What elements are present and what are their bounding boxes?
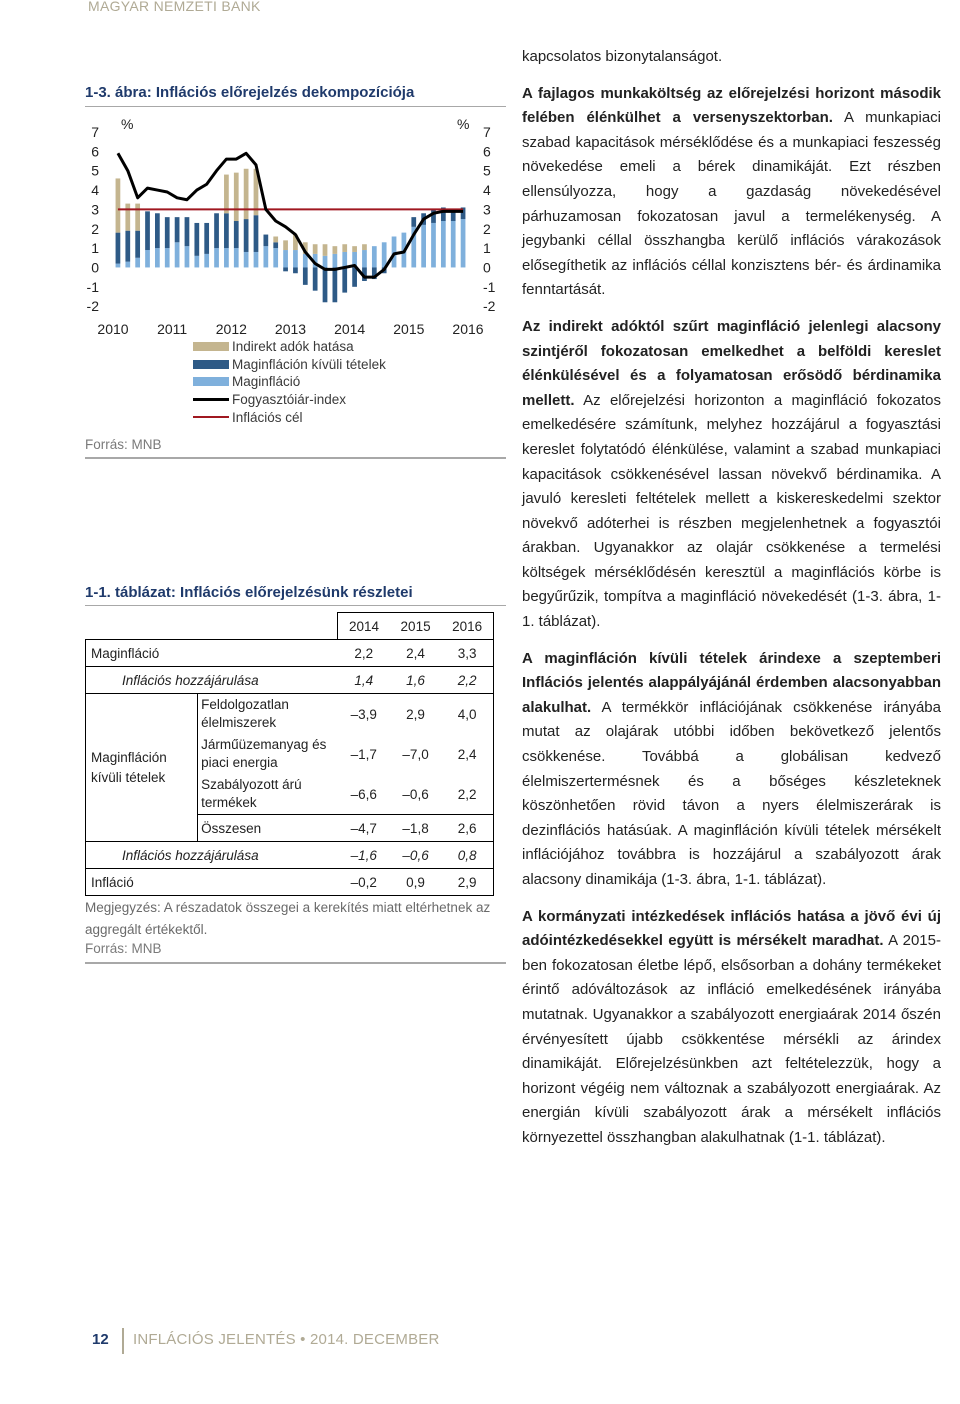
bar-segment	[155, 248, 160, 267]
bar-segment	[333, 254, 338, 268]
bar-segment	[116, 264, 121, 268]
bar-segment	[116, 178, 121, 232]
y-tick-label-left: 7	[91, 124, 99, 140]
bar-segment	[342, 244, 347, 252]
bar-segment	[194, 223, 199, 256]
bar-segment	[342, 252, 347, 267]
bar-segment	[342, 267, 347, 292]
group-label-noncore: Maginfláción kívüli tételek	[86, 694, 198, 842]
forecast-table	[85, 612, 494, 896]
table-note: Megjegyzés: A részadatok összegei a kerekítés miatt eltérhetnek az aggregált értékektől.	[85, 900, 491, 937]
bar-segment	[382, 242, 387, 267]
x-tick-label: 2014	[334, 321, 366, 337]
figure-bottom-rule	[85, 457, 506, 459]
bar-segment	[352, 267, 357, 286]
x-tick-label: 2016	[452, 321, 484, 337]
table-title: 1-1. táblázat: Inflációs előrejelzésünk részletei	[85, 584, 413, 601]
bar-segment	[214, 213, 219, 248]
x-tick-label: 2010	[97, 321, 129, 337]
bar-segment	[273, 242, 278, 248]
y-tick-label-right: 0	[483, 259, 491, 276]
bar-segment	[125, 262, 130, 268]
bar-segment	[135, 231, 140, 258]
table-row-core-contrib: Inflációs hozzájárulása 1,4 1,6 2,2	[86, 667, 494, 694]
bar-segment	[313, 267, 318, 290]
table-header-row	[86, 613, 494, 640]
cpi-line	[118, 153, 463, 277]
paragraph: A kormányzati intézkedések inflációs hatása a jövő évi új adóintézkedésekkel együtt is mérsékelt maradhat. A 2015-ben fokozatosan életbe lépő, elsősorban a dohány termékeket érintő adóváltozások az infláció emelkedésének irányába mutatnak. Ugyanakkor a szabályozott energiaárak 2014 őszén érvényesített újabb csökkentése mérsékli az árindex dinamikáját. Előrejelzésünkben azt feltételezzük, hogy a horizont végéig nem változnak a szabályozott energiaárak. Az energián kívüli szabályozott árak a mérsékelt inflációs környezettel összhangban alakulhatnak (1-1. táblázat).	[522, 907, 941, 1146]
legend-line	[193, 416, 229, 418]
bar-segment	[244, 169, 249, 219]
bar-segment	[273, 236, 278, 242]
bar-segment	[185, 246, 190, 267]
x-tick-label: 2015	[393, 321, 425, 337]
row-label: Szabályozott árú termékek	[198, 774, 338, 815]
y-unit-left: %	[121, 116, 134, 132]
table-bottom-rule	[85, 962, 506, 964]
y-tick-label-right: 7	[483, 124, 491, 140]
figure-title: 1-3. ábra: Inflációs előrejelzés dekompozíciója	[85, 84, 415, 101]
row-label: Feldolgozatlan élelmiszerek	[198, 694, 338, 735]
y-tick-label-left: 1	[91, 240, 99, 257]
bar-segment	[362, 250, 367, 267]
table-row-food: Maginfláción kívüli tételek Feldolgozatlan élelmiszerek –3,9 2,9 4,0	[86, 694, 494, 735]
footer-divider	[122, 1328, 124, 1354]
y-unit-right: %	[457, 116, 470, 132]
y-tick-label-right: 1	[483, 240, 491, 257]
row-label: Inflációs hozzájárulása	[86, 842, 338, 869]
year-header: 2015	[390, 613, 442, 640]
year-header: 2016	[441, 613, 493, 640]
row-label: Inflációs hozzájárulása	[86, 667, 338, 694]
bar-segment	[234, 173, 239, 221]
footer-title: INFLÁCIÓS JELENTÉS • 2014. DECEMBER	[133, 1331, 440, 1348]
bar-segment	[303, 267, 308, 284]
bar-segment	[283, 250, 288, 267]
row-label: Összesen	[198, 815, 338, 842]
table-row-noncore-contrib: Inflációs hozzájárulása –1,6 –0,6 0,8	[86, 842, 494, 869]
page-number: 12	[92, 1331, 109, 1348]
y-tick-label-right: 3	[483, 201, 491, 218]
x-tick-label: 2012	[215, 321, 247, 337]
bar-segment	[254, 252, 259, 267]
bar-segment	[451, 221, 456, 267]
bar-segment	[323, 256, 328, 268]
x-tick-label: 2011	[157, 321, 188, 337]
bar-segment	[441, 221, 446, 267]
bar-segment	[244, 219, 249, 252]
bar-segment	[125, 204, 130, 231]
bar-segment	[204, 254, 209, 268]
bar-segment	[175, 242, 180, 267]
bar-segment	[145, 211, 150, 250]
legend-swatch	[193, 360, 229, 369]
legend-swatch	[193, 377, 229, 386]
legend-item-noncore: Maginfláción kívüli tételek	[193, 356, 386, 374]
bar-segment	[194, 256, 199, 268]
bar-segment	[135, 258, 140, 268]
bar-segment	[352, 246, 357, 252]
y-tick-label-left: 6	[91, 143, 99, 160]
row-label: Járműüzemanyag és piaci energia	[198, 734, 338, 774]
bar-segment	[175, 217, 180, 242]
y-tick-label-left: 3	[91, 201, 99, 218]
bar-segment	[283, 267, 288, 271]
bar-segment	[224, 213, 229, 248]
table-source: Forrás: MNB	[85, 941, 162, 956]
bar-segment	[224, 248, 229, 267]
bar-segment	[333, 246, 338, 254]
row-label: Infláció	[86, 869, 338, 896]
x-tick-label: 2013	[274, 321, 307, 337]
bank-header: MAGYAR NEMZETI BANK	[88, 0, 261, 14]
bar-segment	[293, 267, 298, 273]
paragraph: A fajlagos munkaköltség az előrejelzési horizont második felében élénkülhet a versenyszektorban. A munkapiaci szabad kapacitások mérséklődése és a munkapiaci feszesség növekedése emeli a bérek dinamikáját. Ezt részben ellensúlyozza, hogy a gazdaság növekedésével párhuzamosan fokozatosan javul a termelékenység. A jegybanki céllal összhangba kerülő inflációs várakozások elősegíthetik az inflációs céllal konzisztens bér- és árdinamika fenntartását.	[522, 84, 941, 299]
y-tick-label-right: 6	[483, 143, 491, 160]
bar-segment	[165, 248, 170, 267]
y-tick-label-left: 0	[91, 259, 99, 276]
bar-segment	[234, 248, 239, 267]
table-row-core: Maginfláció 2,2 2,4 3,3	[86, 640, 494, 667]
legend-item-target: Inflációs cél	[193, 408, 386, 426]
bar-segment	[283, 240, 288, 250]
bar-segment	[333, 267, 338, 302]
bar-segment	[165, 217, 170, 248]
bar-segment	[293, 250, 298, 267]
y-tick-label-right: 5	[483, 162, 491, 179]
bar-segment	[372, 246, 377, 267]
legend-item-indirect: Indirekt adók hatása	[193, 338, 386, 356]
bar-segment	[234, 221, 239, 248]
paragraph: A maginfláción kívüli tételek árindexe a szeptemberi Inflációs jelentés alappályájánál érdemben alacsonyabban alakulhat. A termékkör inflációjának csökkenése irányába mutat az olajárak utóbbi időben bekövetkező jelentős csökkenése. Továbbá a globálisan kedvező élelmiszertermésnek és a bőséges készleteknek köszönhetően rövid távon a nyers élelmiszerárak is dezinflációs hatásúak. A maginfláción kívüli tételek mérsékelt inflációjához továbbra is hozzájárul a szabályozott árak alacsony dinamikája (1-3. ábra, 1-1. táblázat).	[522, 649, 941, 888]
bar-segment	[461, 219, 466, 267]
bar-segment	[323, 244, 328, 256]
bar-segment	[224, 175, 229, 214]
bar-segment	[135, 204, 140, 231]
paragraph: kapcsolatos bizonytalanságot.	[522, 48, 723, 65]
figure-top-rule	[85, 106, 506, 107]
bar-segment	[362, 244, 367, 250]
bar-segment	[185, 217, 190, 246]
y-tick-label-left: -1	[86, 278, 99, 295]
table-row-total: Összesen –4,7 –1,8 2,6	[86, 815, 494, 842]
figure-source: Forrás: MNB	[85, 437, 162, 452]
bar-segment	[392, 236, 397, 267]
chart-legend	[193, 338, 386, 426]
year-header: 2014	[338, 613, 390, 640]
paragraph: Az indirekt adóktól szűrt maginfláció jelenlegi alacsony szintjéről fokozatosan emelkedhet a belföldi kereslet élénkülésével és a folyamatosan erősödő bérdinamika mellett. Az előrejelzési horizonton a maginfláció fokozatos emelkedésére számítunk, melyhez hozzájárul a fogyasztási kereslet folytatódó élénkülése, valamint a szabad munkapiaci kapacitások csökkenésével lassan növekvő bérdinamika. A javuló keresleti feltételek mellett a kiskereskedelmi szektor növekvő adóterhei is részben megjelenhetnek a fogyasztói árakban. Ugyanakkor az olajár csökkenése a termelési költségek mérséklődésén keresztül a maginflációs körbe is begyűrűzik, tompítva a maginfláció növekedését (1-3. ábra, 1-1. táblázat).	[522, 317, 941, 631]
y-tick-label-left: 4	[91, 182, 99, 199]
bar-segment	[145, 250, 150, 267]
bar-segment	[244, 252, 249, 267]
y-tick-label-left: -2	[86, 298, 99, 315]
bar-segment	[214, 248, 219, 267]
row-label: Maginfláció	[86, 640, 338, 667]
table-row-regulated: Szabályozott árú termékek –6,6 –0,6 2,2	[86, 774, 494, 815]
bar-segment	[155, 213, 160, 248]
y-tick-label-right: -2	[483, 298, 496, 315]
legend-line	[193, 398, 229, 401]
bar-segment	[313, 244, 318, 254]
y-tick-label-right: 4	[483, 182, 491, 199]
legend-item-cpi: Fogyasztóiár-index	[193, 391, 386, 409]
body-text	[522, 45, 941, 1151]
legend-swatch	[193, 342, 229, 351]
table-row-inflation: Infláció –0,2 0,9 2,9	[86, 869, 494, 896]
y-tick-label-right: -1	[483, 278, 496, 295]
bar-segment	[273, 248, 278, 267]
bar-segment	[421, 225, 426, 268]
bar-segment	[323, 267, 328, 302]
bar-segment	[411, 217, 416, 227]
bar-segment	[263, 246, 268, 267]
bar-segment	[125, 231, 130, 262]
bar-segment	[254, 215, 259, 252]
bar-segment	[431, 223, 436, 268]
table-row-fuel: Járműüzemanyag és piaci energia –1,7 –7,0 2,4	[86, 734, 494, 774]
legend-item-core: Maginfláció	[193, 373, 386, 391]
y-tick-label-right: 2	[483, 220, 491, 237]
y-tick-label-left: 2	[91, 220, 99, 237]
inflation-decomposition-chart	[85, 112, 505, 340]
y-tick-label-left: 5	[91, 162, 99, 179]
table-top-rule	[85, 605, 506, 606]
bar-segment	[263, 235, 268, 247]
bar-segment	[116, 233, 121, 264]
bar-segment	[204, 223, 209, 254]
